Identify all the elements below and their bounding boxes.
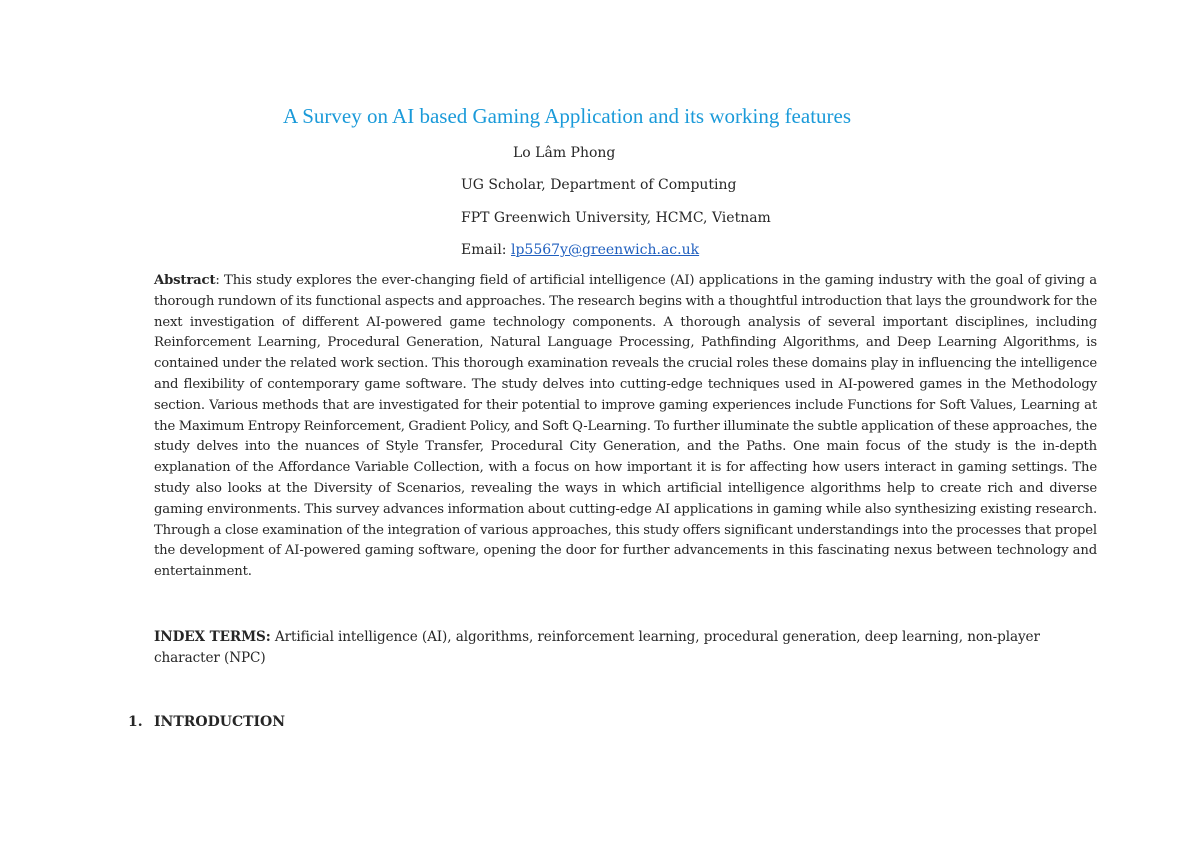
index-terms [154,627,1097,669]
section-number: 1. [128,714,143,730]
author-affiliation-department: UG Scholar, Department of Computing [461,177,737,193]
email-label: Email: [461,242,511,258]
author-affiliation-university: FPT Greenwich University, HCMC, Vietnam [461,210,771,226]
author-email-line [461,240,699,260]
section-title: INTRODUCTION [154,714,286,730]
index-terms-text: Artificial intelligence (AI), algorithms, reinforcement learning, procedural generation, deep learning, non-player character (NPC) [154,629,1040,666]
author-name: Lo Lâm Phong [513,145,616,161]
abstract-text: : This study explores the ever-changing field of artificial intelligence (AI) applications in the gaming industry with the goal of giving a thorough rundown of its functional aspects and approaches. The research begins with a thoughtful introduction that lays the groundwork for the next investigation of different AI-powered game technology components. A thorough analysis of several important disciplines, including Reinforcement Learning, Procedural Generation, Natural Language Processing, Pathfinding Algorithms, and Deep Learning Algorithms, is contained under the related work section. This thorough examination reveals the crucial roles these domains play in influencing the intelligence and flexibility of contemporary game software. The study delves into cutting-edge techniques used in AI-powered games in the Methodology section. Various methods that are investigated for their potential to improve gaming experiences include Functions for Soft Values, Learning at the Maximum Entropy Reinforcement, Gradient Policy, and Soft Q-Learning. To further illuminate the subtle application of these approaches, the study delves into the nuances of Style Transfer, Procedural City Generation, and the Paths. One main focus of the study is the in-depth explanation of the Affordance Variable Collection, with a focus on how important it is for affecting how users interact in gaming settings. The study also looks at the Diversity of Scenarios, revealing the ways in which artificial intelligence algorithms help to create rich and diverse gaming environments. This survey advances information about cutting-edge AI applications in gaming while also synthesizing existing research. Through a close examination of the integration of various approaches, this study offers significant understandings into the processes that propel the development of AI-powered gaming software, opening the door for further advancements in this fascinating nexus between technology and entertainment. [154,273,1097,580]
section-heading-introduction [128,712,285,732]
email-link[interactable]: lp5567y@greenwich.ac.uk [510,242,700,258]
index-terms-label: INDEX TERMS: [154,629,271,645]
abstract [154,271,1097,583]
paper-title: A Survey on AI based Gaming Application and its working features [282,104,852,128]
abstract-label: Abstract [154,273,216,288]
